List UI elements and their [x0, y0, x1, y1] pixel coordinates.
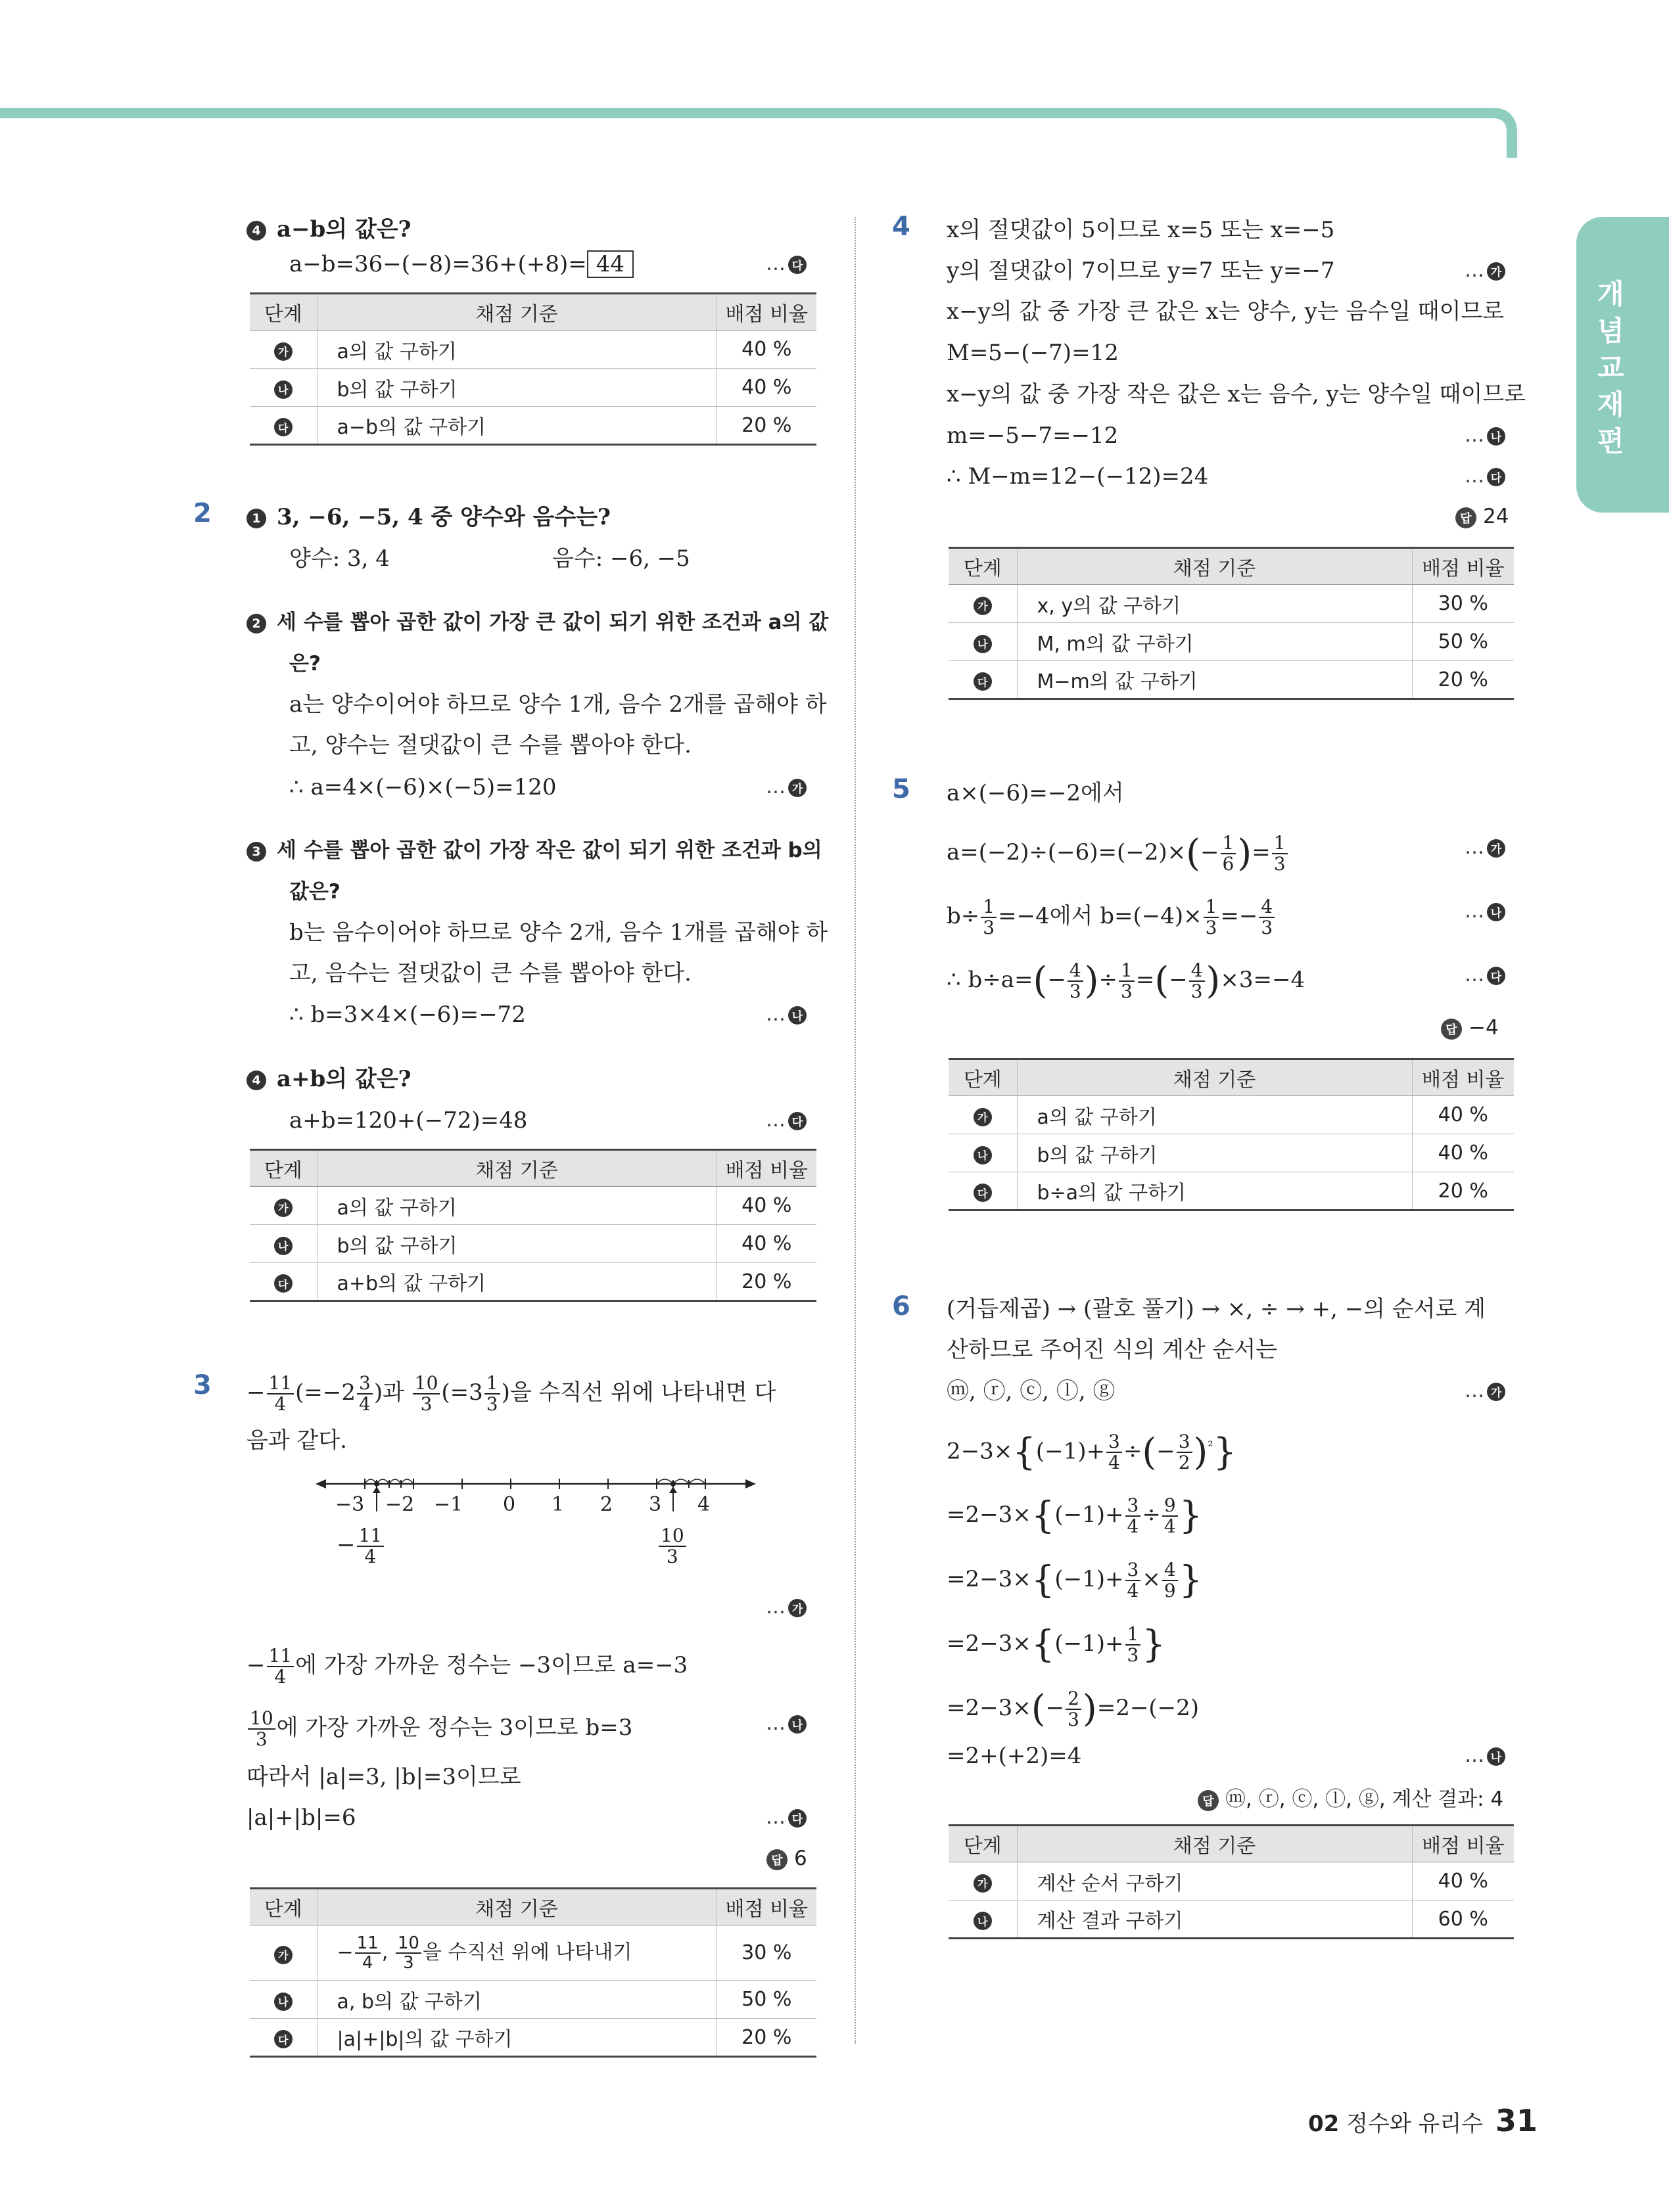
problem-number-4: 4	[892, 212, 910, 242]
table-row: 나 b의 값 구하기 40 %	[250, 369, 816, 407]
mark-ga: … 가	[1465, 1379, 1505, 1402]
p6-e5: =2−3×(− $\frac{2}{3}$ )=2−(−2)	[947, 1688, 1200, 1730]
chapter-title: 정수와 유리수	[1346, 2111, 1484, 2137]
p3-line3: 따라서 |a|=3, |b|=3이므로	[247, 1764, 521, 1790]
nl-arrows	[368, 1486, 684, 1513]
q4-heading: 4 a−b의 값은?	[247, 215, 411, 244]
table-row: 나 계산 결과 구하기 60 %	[949, 1901, 1514, 1939]
p2-q2-heading: 2 세 수를 뽑아 곱한 값이 가장 큰 값이 되기 위한 조건과 a의 값	[247, 608, 828, 637]
table-row: 가 x, y의 값 구하기 30 %	[949, 585, 1514, 623]
mark-da: … 다	[766, 252, 807, 275]
p4-l4: M=5−(−7)=12	[947, 340, 1119, 366]
p4-l5: x−y의 값 중 가장 작은 값은 x는 음수, y는 양수일 때이므로	[947, 381, 1526, 407]
p6-e6: =2+(+2)=4	[947, 1743, 1082, 1769]
mark-ga: … 가	[766, 775, 807, 798]
p6-e2: =2−3×{(−1)+ $\frac{3}{4}$ ÷ $\frac{9}{4}$ }	[947, 1494, 1203, 1537]
p5-l2: a=(−2)÷(−6)=(−2)×(− $\frac{1}{6}$ )= $\frac{1}{3}$	[947, 833, 1289, 874]
p6-l2: 산하므로 주어진 식의 계산 순서는	[947, 1337, 1278, 1363]
mark-na: … 나	[766, 1003, 807, 1026]
p2-q3-exp-2: 고, 음수는 절댓값이 큰 수를 뽑아야 한다.	[289, 960, 692, 986]
mark-ga: … 가	[1465, 836, 1505, 859]
score-table-2: 단계 채점 기준 배점 비율 가 a의 값 구하기 40 % 나 b의 값 구하기 40 % 다 a+b의 값 구하기 20 %	[250, 1149, 816, 1302]
answer-3: 답 6	[766, 1847, 807, 1870]
p3-line4: |a|+|b|=6	[247, 1805, 356, 1831]
mark-na: … 나	[1465, 1744, 1505, 1767]
mark-na: … 나	[766, 1712, 807, 1735]
p6-e1: 2−3×{(−1)+ $\frac{3}{4}$ ÷(− $\frac{3}{2}$ )$^{^2}$}	[947, 1431, 1237, 1474]
p5-l1: a×(−6)=−2에서	[947, 780, 1124, 806]
mark-na: … 나	[1465, 424, 1505, 447]
table-row: 가 계산 순서 구하기 40 %	[949, 1862, 1514, 1901]
p6-e3: =2−3×{(−1)+ $\frac{3}{4}$ × $\frac{4}{9}$ }	[947, 1559, 1203, 1601]
problem-number-3: 3	[193, 1370, 212, 1400]
p2-q1-heading: 1 3, −6, −5, 4 중 양수와 음수는?	[247, 503, 611, 532]
p4-l1: x의 절댓값이 5이므로 x=5 또는 x=−5	[947, 217, 1335, 243]
score-table-1: 단계 채점 기준 배점 비율 가 a의 값 구하기 40 % 나 b의 값 구하기 40 % 다 a−b의 값 구하기 20 %	[250, 292, 816, 446]
p4-l6: m=−5−7=−12	[947, 423, 1119, 449]
header-band	[0, 105, 1525, 164]
p6-e4: =2−3×{(−1)+ $\frac{1}{3}$ }	[947, 1623, 1165, 1666]
page-footer	[1308, 2103, 1538, 2138]
table-row: 다 M−m의 값 구하기 20 %	[949, 661, 1514, 699]
score-table-4: 단계 채점 기준 배점 비율 가 x, y의 값 구하기 30 % 나 M, m의 값 구하기 50 % 다 M−m의 값 구하기 20 %	[949, 547, 1514, 700]
p5-l3: b÷ $\frac{1}{3}$ =−4에서 b=(−4)× $\frac{1}{3}$ =− $\frac{4}{3}$	[947, 897, 1276, 938]
column-divider	[855, 217, 856, 2044]
chapter-number: 02	[1308, 2111, 1340, 2137]
p2-q3-heading: 3 세 수를 뽑아 곱한 값이 가장 작은 값이 되기 위한 조건과 b의	[247, 836, 822, 865]
score-table-6: 단계 채점 기준 배점 비율 가 계산 순서 구하기 40 % 나 계산 결과 구하기 60 %	[949, 1824, 1514, 1939]
p2-q4-calc: a+b=120+(−72)=48	[289, 1107, 528, 1134]
p6-l1: (거듭제곱) → (괄호 풀기) → ×, ÷ → +, −의 순서로 계	[947, 1296, 1486, 1322]
table-row: 다 |a|+|b|의 값 구하기 20 %	[250, 2019, 816, 2057]
p4-l7: ∴ M−m=12−(−12)=24	[947, 463, 1209, 490]
p2-q2-calc: ∴ a=4×(−6)×(−5)=120	[289, 774, 557, 800]
problem-number-2: 2	[193, 498, 212, 528]
score-table-5: 단계 채점 기준 배점 비율 가 a의 값 구하기 40 % 나 b의 값 구하기 40 % 다 b÷a의 값 구하기 20 %	[949, 1058, 1514, 1211]
table-row: 다 a−b의 값 구하기 20 %	[250, 407, 816, 445]
p6-l3: ⓜ, ⓡ, ⓒ, ⓛ, ⓖ	[947, 1378, 1116, 1404]
p3-intro-l2: 음과 같다.	[247, 1427, 347, 1454]
table-row: 다 b÷a의 값 구하기 20 %	[949, 1172, 1514, 1210]
table-row: 다 a+b의 값 구하기 20 %	[250, 1263, 816, 1301]
table-row: 나 M, m의 값 구하기 50 %	[949, 623, 1514, 661]
mark-na: … 나	[1465, 900, 1505, 923]
table-row: 가 − $\frac{11}{4}$ , $\frac{10}{3}$ 을 수직선 위에 나타내기 30 %	[250, 1925, 816, 1981]
table-row: 가 a의 값 구하기 40 %	[250, 1187, 816, 1225]
p2-q3-heading-l2: 값은?	[289, 880, 341, 904]
step-circle: 4	[247, 221, 266, 241]
p2-q1-pos: 양수: 3, 4	[289, 545, 390, 572]
mark-da: … 다	[1465, 465, 1505, 488]
problem-number-5: 5	[892, 774, 910, 804]
page-number: 31	[1495, 2103, 1538, 2138]
score-table-3: 단계 채점 기준 배점 비율 가 − $\frac{11}{4}$ , $\frac{10}{3}$ 을 수직선 위에 나타내기 30 % 나 a, b의 값 구하기 50 % 다 |a|+|b|의 값 구하기 20 %	[250, 1887, 816, 2058]
table-row: 나 a, b의 값 구하기 50 %	[250, 1981, 816, 2019]
p3-line1: − $\frac{11}{4}$ 에 가장 가까운 정수는 −3이므로 a=−3	[247, 1645, 688, 1688]
table-row: 나 b의 값 구하기 40 %	[250, 1225, 816, 1263]
answer-6: 답 ⓜ, ⓡ, ⓒ, ⓛ, ⓖ, 계산 결과: 4	[1198, 1782, 1503, 1812]
mark-ga: … 가	[766, 1596, 807, 1619]
nl-label-right: $\frac{10}{3}$	[657, 1526, 688, 1567]
p2-q2-exp-1: a는 양수이어야 하므로 양수 1개, 음수 2개를 곱해야 하	[289, 691, 827, 718]
p4-l2: y의 절댓값이 7이므로 y=7 또는 y=−7	[947, 258, 1335, 284]
mark-da: … 다	[766, 1109, 807, 1132]
table-row: 가 a의 값 구하기 40 %	[949, 1096, 1514, 1134]
p3-intro: − $\frac{11}{4}$ (=−2 $\frac{3}{4}$ )과 $\frac{10}{3}$ (=3 $\frac{1}{3}$ )을 수직선 위에 나타내면 다	[247, 1372, 776, 1415]
p2-q3-exp-1: b는 음수이어야 하므로 양수 2개, 음수 1개를 곱해야 하	[289, 919, 828, 946]
nl-label-left: − $\frac{11}{4}$	[337, 1526, 385, 1567]
mark-da: … 다	[1465, 963, 1505, 986]
p2-q4-heading: 4 a+b의 값은?	[247, 1065, 411, 1094]
p2-q2-heading-l2: 은?	[289, 652, 321, 676]
answer-5: 답 −4	[1441, 1016, 1499, 1040]
answer-box: 44	[587, 250, 634, 278]
p5-l4: ∴ b÷a=(− $\frac{4}{3}$ )÷ $\frac{1}{3}$ =(− $\frac{4}{3}$ )×3=−4	[947, 959, 1305, 1002]
p2-q1-neg: 음수: −6, −5	[552, 545, 690, 572]
q4-calc: a−b=36−(−8)=36+(+8)= 44	[289, 250, 634, 279]
mark-da: … 다	[766, 1806, 807, 1829]
table-row: 가 a의 값 구하기 40 %	[250, 331, 816, 369]
mark-ga: … 가	[1465, 259, 1505, 282]
p4-l3: x−y의 값 중 가장 큰 값은 x는 양수, y는 음수일 때이므로	[947, 298, 1505, 325]
side-tab-label: 개념교재편	[1597, 278, 1624, 457]
table-row: 나 b의 값 구하기 40 %	[949, 1134, 1514, 1172]
answer-4: 답 24	[1455, 505, 1509, 528]
p2-q2-exp-2: 고, 양수는 절댓값이 큰 수를 뽑아야 한다.	[289, 732, 692, 758]
problem-number-6: 6	[892, 1291, 910, 1322]
p2-q3-calc: ∴ b=3×4×(−6)=−72	[289, 1002, 526, 1028]
p3-line2: $\frac{10}{3}$ 에 가장 가까운 정수는 3이므로 b=3	[247, 1709, 632, 1749]
